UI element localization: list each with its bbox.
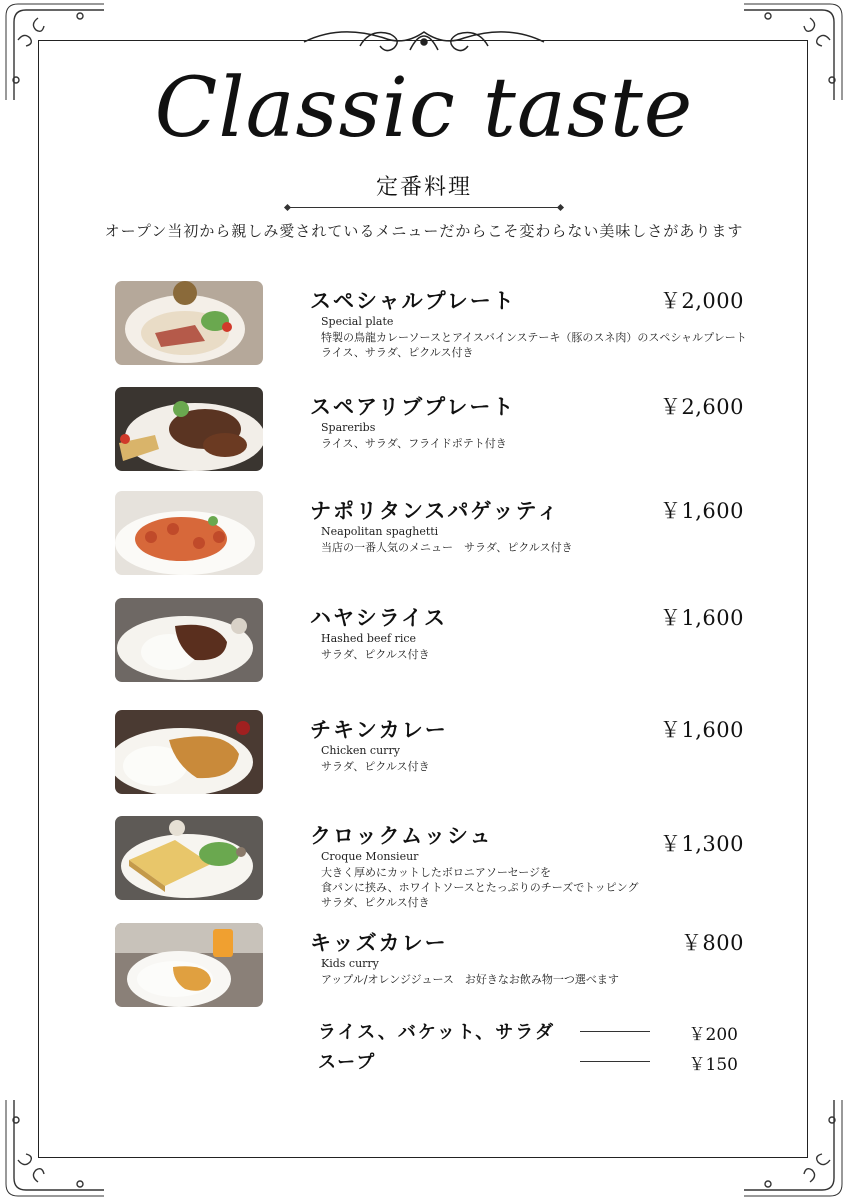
menu-item-english: Hashed beef rice (321, 632, 417, 645)
menu-item-name: ナポリタンスパゲッティ (310, 498, 560, 523)
menu-item (0, 281, 848, 371)
side-order-name: スープ (318, 1052, 377, 1073)
menu-item (0, 491, 848, 581)
menu-item-name: スペアリブプレート (310, 394, 516, 419)
menu-item-name: チキンカレー (310, 717, 448, 742)
menu-item (0, 816, 848, 909)
menu-intro: オープン当初から親しみ愛されているメニューだからこそ変わらない美味しさがあります (104, 222, 744, 240)
menu-item-description: サラダ、ピクルス付き (321, 760, 430, 773)
menu-title: Classic taste (154, 61, 694, 156)
menu-item (0, 710, 848, 800)
menu-item-english: Croque Monsieur (321, 850, 419, 863)
hayashi-rice-photo (115, 598, 263, 682)
menu-item-description: サラダ、ピクルス付き (321, 648, 430, 661)
menu-item-description: 大きく厚めにカットしたボロニアソーセージを 食パンに挟み、ホワイトソースとたっぷりのチーズでトッピング サラダ、ピクルス付き (321, 866, 639, 909)
menu-item-price: ￥1,600 (659, 606, 744, 630)
menu-item-name: ハヤシライス (310, 605, 447, 630)
spaghetti-photo (115, 491, 263, 575)
side-order-row (0, 1018, 848, 1046)
kids-curry-photo (115, 923, 263, 1007)
side-order-price: ￥150 (688, 1055, 738, 1075)
menu-item-price: ￥1,600 (659, 718, 744, 742)
menu-subtitle: 定番料理 (375, 175, 472, 200)
menu-item-price: ￥2,000 (659, 289, 744, 313)
subtitle-divider (288, 207, 560, 208)
menu-item-description: 特製の鳥龍カレーソースとアイスバインステーキ（豚のスネ肉）のスペシャルプレート ライス、サラダ、ピクルス付き (321, 331, 747, 359)
menu-item-english: Neapolitan spaghetti (321, 525, 439, 538)
menu-item-english: Kids curry (321, 957, 379, 970)
menu-item-name: スペシャルプレート (310, 288, 516, 313)
menu-item-name: クロックムッシュ (310, 823, 493, 848)
menu-item-description: アップル/オレンジジュース お好きなお飲み物一つ選べます (321, 973, 619, 986)
top-flourish-ornament (300, 16, 548, 62)
side-order-leader-line (580, 1061, 650, 1062)
menu-item-english: Chicken curry (321, 744, 400, 757)
menu-item-description: ライス、サラダ、フライドポテト付き (321, 437, 507, 450)
side-order-row (0, 1048, 848, 1076)
menu-item-price: ￥800 (680, 931, 744, 955)
corner-ornament-bottom-left (0, 1090, 110, 1200)
side-order-price: ￥200 (688, 1025, 738, 1045)
chicken-curry-photo (115, 710, 263, 794)
menu-item-english: Special plate (321, 315, 394, 328)
side-order-name: ライス、バケット、サラダ (318, 1022, 556, 1043)
menu-item-english: Spareribs (321, 421, 376, 434)
menu-item (0, 923, 848, 1013)
spareribs-photo (115, 387, 263, 471)
menu-item-name: キッズカレー (310, 930, 448, 955)
menu-item-price: ￥1,600 (659, 499, 744, 523)
side-order-leader-line (580, 1031, 650, 1032)
menu-item-price: ￥2,600 (659, 395, 744, 419)
menu-item-price: ￥1,300 (659, 832, 744, 856)
plate-steak-photo (115, 281, 263, 365)
menu-item (0, 387, 848, 477)
menu-item-description: 当店の一番人気のメニュー サラダ、ピクルス付き (321, 541, 573, 554)
menu-item (0, 598, 848, 688)
corner-ornament-bottom-right (738, 1090, 848, 1200)
croque-monsieur-photo (115, 816, 263, 900)
